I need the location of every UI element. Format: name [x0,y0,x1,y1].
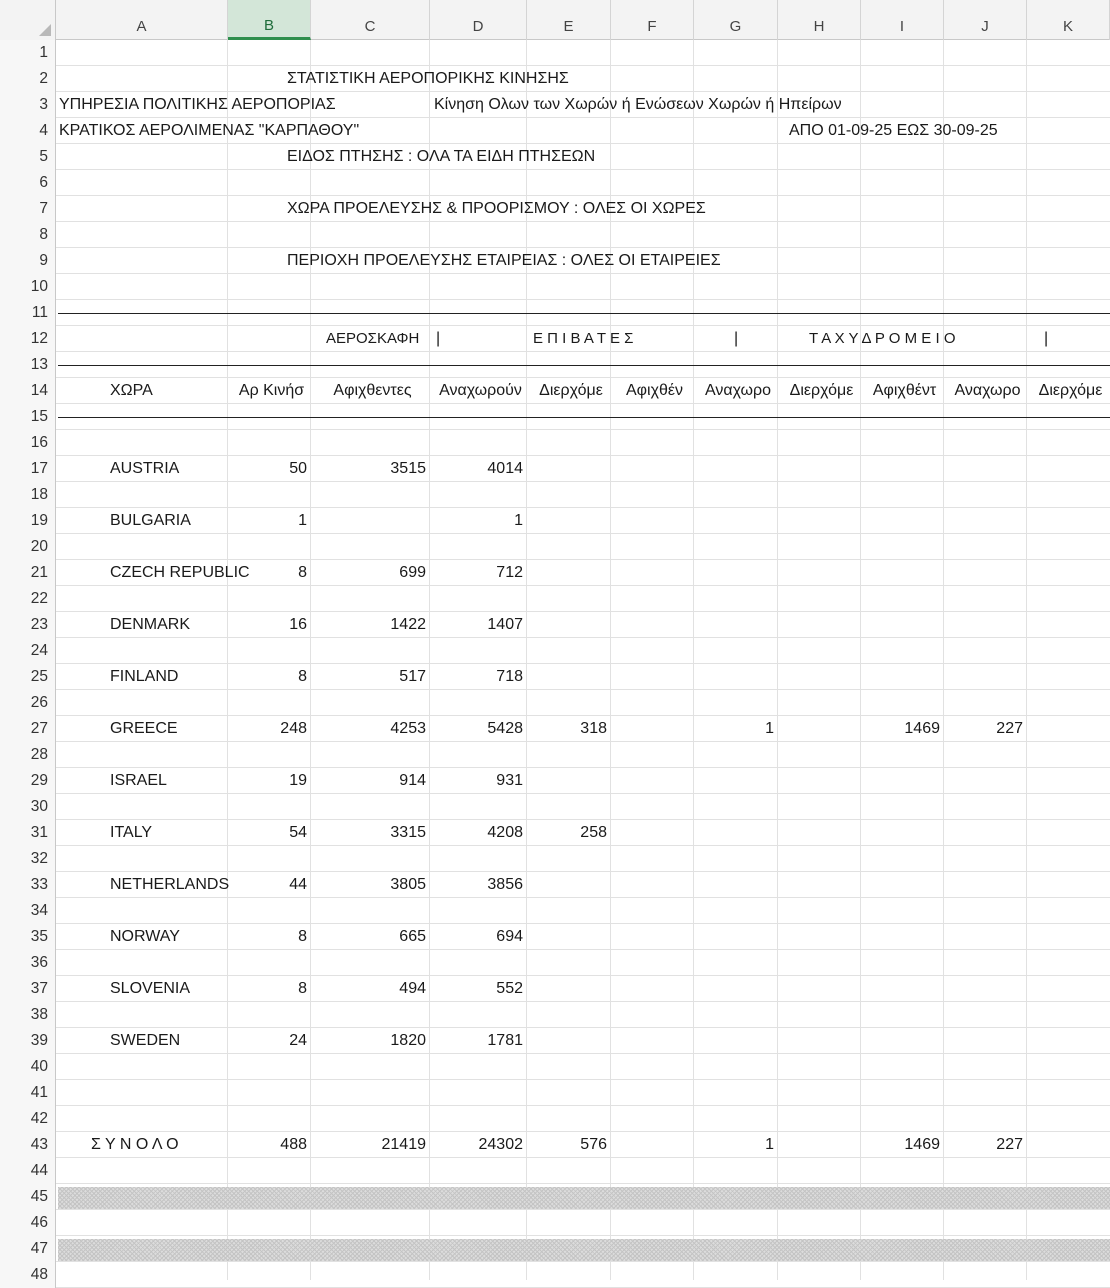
column-header-e[interactable]: E [527,0,611,40]
row-header[interactable]: 12 [0,326,56,352]
row-header[interactable]: 11 [0,300,56,326]
column-title[interactable]: Διερχόμε [789,382,854,399]
country-cell[interactable]: FINLAND [110,668,179,685]
row-header[interactable]: 7 [0,196,56,222]
column-title[interactable]: Αναχωρο [954,382,1021,399]
column-gridline [310,40,311,1280]
section-separator: | [1044,330,1049,347]
row-gridline [56,1209,1110,1210]
number-cell[interactable]: 24302 [478,1136,523,1153]
row-header[interactable]: 36 [0,950,56,976]
country-cell[interactable]: NETHERLANDS [110,876,230,893]
row-header[interactable]: 13 [0,352,56,378]
number-cell[interactable]: 1 [765,720,774,737]
number-cell[interactable]: 931 [496,772,523,789]
row-header[interactable]: 16 [0,430,56,456]
number-cell[interactable]: 16 [289,616,307,633]
section-aircraft[interactable]: ΑΕΡΟΣΚΑΦΗ [326,330,420,347]
row-header[interactable]: 1 [0,40,56,66]
section-separator: | [436,330,441,347]
column-gridline [526,40,527,1280]
companies-cell[interactable]: ΠΕΡΙΟΧΗ ΠΡΟΕΛΕΥΣΗΣ ΕΤΑΙΡΕΙΑΣ : ΟΛΕΣ ΟΙ ΕΤΑΙΡΕΙΕΣ [287,252,721,269]
number-cell[interactable]: 8 [298,564,307,581]
row-gridline [56,429,1110,430]
number-cell[interactable]: 50 [289,460,307,477]
number-cell[interactable]: 665 [399,928,426,945]
period-cell[interactable]: ΑΠΟ 01-09-25 ΕΩΣ 30-09-25 [789,122,998,139]
number-cell[interactable]: 24 [289,1032,307,1049]
row-header[interactable]: 31 [0,820,56,846]
number-cell[interactable]: 4253 [390,720,426,737]
row-header[interactable]: 6 [0,170,56,196]
column-header-d[interactable]: D [430,0,527,40]
number-cell[interactable]: 3856 [487,876,523,893]
country-cell[interactable]: BULGARIA [110,512,191,529]
row-header[interactable]: 17 [0,456,56,482]
country-cell[interactable]: SWEDEN [110,1032,181,1049]
number-cell[interactable]: 494 [399,980,426,997]
movement-cell[interactable]: Κίνηση Ολων των Χωρών ή Ενώσεων Χωρών ή Ηπείρων [434,96,842,113]
column-gridline [1026,40,1027,1280]
row-gridline [56,65,1110,66]
column-gridline [693,40,694,1280]
column-header-h[interactable]: H [778,0,861,40]
row-gridline [56,1183,1110,1184]
row-header[interactable]: 23 [0,612,56,638]
country-cell[interactable]: DENMARK [110,616,191,633]
number-cell[interactable]: 4014 [487,460,523,477]
airport-cell[interactable]: ΚΡΑΤΙΚΟΣ ΑΕΡΟΛΙΜΕΝΑΣ "ΚΑΡΠΑΘΟΥ" [59,122,360,139]
number-cell[interactable]: 44 [289,876,307,893]
column-title[interactable]: ΧΩΡΑ [110,382,153,399]
number-cell[interactable]: 552 [496,980,523,997]
country-cell[interactable]: NORWAY [110,928,180,945]
row-header[interactable]: 3 [0,92,56,118]
total-label[interactable]: Σ Υ Ν Ο Λ Ο [91,1136,179,1153]
column-gridline [943,40,944,1280]
number-cell[interactable]: 699 [399,564,426,581]
row-header[interactable]: 24 [0,638,56,664]
country-cell[interactable]: AUSTRIA [110,460,180,477]
number-cell[interactable]: 318 [580,720,607,737]
column-header-c[interactable]: C [311,0,430,40]
number-cell[interactable]: 694 [496,928,523,945]
row-header[interactable]: 22 [0,586,56,612]
number-cell[interactable]: 914 [399,772,426,789]
number-cell[interactable]: 8 [298,668,307,685]
number-cell[interactable]: 517 [399,668,426,685]
row-header[interactable]: 5 [0,144,56,170]
number-cell[interactable]: 54 [289,824,307,841]
number-cell[interactable]: 1 [765,1136,774,1153]
row-header[interactable]: 15 [0,404,56,430]
number-cell[interactable]: 488 [280,1136,307,1153]
column-gridline [227,40,228,1280]
number-cell[interactable]: 718 [496,668,523,685]
select-all-icon [39,24,51,36]
country-cell[interactable]: ITALY [110,824,153,841]
row-header[interactable]: 34 [0,898,56,924]
row-header[interactable]: 47 [0,1236,56,1262]
row-gridline [56,1079,1110,1080]
column-gridline [429,40,430,1280]
select-all-corner[interactable] [0,0,56,40]
number-cell[interactable]: 1 [298,512,307,529]
number-cell[interactable]: 19 [289,772,307,789]
country-cell[interactable]: GREECE [110,720,178,737]
row-header[interactable]: 14 [0,378,56,404]
number-cell[interactable]: 8 [298,928,307,945]
row-header[interactable]: 48 [0,1262,56,1288]
number-cell[interactable]: 5428 [487,720,523,737]
shaded-row-45 [58,1187,1110,1209]
row-header[interactable]: 25 [0,664,56,690]
column-header-j[interactable]: J [944,0,1027,40]
agency-cell[interactable]: ΥΠΗΡΕΣΙΑ ΠΟΛΙΤΙΚΗΣ ΑΕΡΟΠΟΡΙΑΣ [59,96,336,113]
row-gridline [56,1235,1110,1236]
flight-type-cell[interactable]: ΕΙΔΟΣ ΠΤΗΣΗΣ : ΟΛΑ ΤΑ ΕΙΔΗ ΠΤΗΣΕΩΝ [287,148,596,165]
row-gridline [56,1261,1110,1262]
row-header[interactable]: 40 [0,1054,56,1080]
column-title[interactable]: Αναχωρο [704,382,772,399]
number-cell[interactable]: 1 [514,512,523,529]
column-header-i[interactable]: I [861,0,944,40]
row-header[interactable]: 32 [0,846,56,872]
number-cell[interactable]: 21419 [381,1136,426,1153]
row-header[interactable]: 37 [0,976,56,1002]
country-cell[interactable]: ISRAEL [110,772,167,789]
row-header[interactable]: 26 [0,690,56,716]
number-cell[interactable]: 1820 [390,1032,426,1049]
title-cell[interactable]: ΣΤΑΤΙΣΤΙΚΗ ΑΕΡΟΠΟΡΙΚΗΣ ΚΙΝΗΣΗΣ [287,70,569,87]
column-title[interactable]: Διερχόμε [1038,382,1103,399]
column-title[interactable]: Αρ Κινήσ [238,382,305,399]
separator-line [58,417,1110,418]
country-cell[interactable]: SLOVENIA [110,980,191,997]
number-cell[interactable]: 576 [580,1136,607,1153]
row-header[interactable]: 35 [0,924,56,950]
column-header-bar [0,0,1110,40]
row-header[interactable]: 21 [0,560,56,586]
number-cell[interactable]: 712 [496,564,523,581]
number-cell[interactable]: 1422 [390,616,426,633]
row-header[interactable]: 4 [0,118,56,144]
column-title[interactable]: Αφιχθεντες [333,382,412,399]
column-gridline [777,40,778,1280]
column-title[interactable]: Αφιχθέν [625,382,684,399]
number-cell[interactable]: 1781 [487,1032,523,1049]
row-header[interactable]: 27 [0,716,56,742]
section-passengers[interactable]: Ε Π Ι Β Α Τ Ε Σ [533,330,634,347]
row-header[interactable]: 46 [0,1210,56,1236]
column-title[interactable]: Αφιχθέντ [872,382,937,399]
row-header[interactable]: 10 [0,274,56,300]
separator-line [58,365,1110,366]
row-header[interactable]: 29 [0,768,56,794]
row-header[interactable]: 28 [0,742,56,768]
number-cell[interactable]: 3515 [390,460,426,477]
column-header-g[interactable]: G [694,0,778,40]
country-cell[interactable]: CZECH REPUBLIC [110,564,250,581]
row-header[interactable]: 8 [0,222,56,248]
number-cell[interactable]: 1469 [904,1136,940,1153]
column-header-b[interactable]: B [228,0,311,40]
column-title[interactable]: Διερχόμε [539,382,603,399]
row-header[interactable]: 19 [0,508,56,534]
column-header-a[interactable]: A [56,0,228,40]
row-header[interactable]: 20 [0,534,56,560]
section-mail[interactable]: Τ Α Χ Υ Δ Ρ Ο Μ Ε Ι Ο [809,330,956,347]
row-header[interactable]: 38 [0,1002,56,1028]
number-cell[interactable]: 227 [996,1136,1023,1153]
separator-line [58,313,1110,314]
number-cell[interactable]: 227 [996,720,1023,737]
column-header-k[interactable]: K [1027,0,1110,40]
row-header[interactable]: 41 [0,1080,56,1106]
row-header[interactable]: 2 [0,66,56,92]
number-cell[interactable]: 1407 [487,616,523,633]
row-gridline [56,299,1110,300]
row-header[interactable]: 39 [0,1028,56,1054]
column-gridline [610,40,611,1280]
number-cell[interactable]: 4208 [487,824,523,841]
number-cell[interactable]: 258 [580,824,607,841]
number-cell[interactable]: 3315 [390,824,426,841]
row-header[interactable]: 33 [0,872,56,898]
row-gridline [56,1105,1110,1106]
column-gridline [860,40,861,1280]
row-header[interactable]: 9 [0,248,56,274]
row-header[interactable]: 45 [0,1184,56,1210]
number-cell[interactable]: 248 [280,720,307,737]
number-cell[interactable]: 3805 [390,876,426,893]
number-cell[interactable]: 1469 [904,720,940,737]
number-cell[interactable]: 8 [298,980,307,997]
row-header[interactable]: 44 [0,1158,56,1184]
section-separator: | [734,330,739,347]
row-header[interactable]: 42 [0,1106,56,1132]
column-title[interactable]: Αναχωρούν [439,382,522,399]
row-header[interactable]: 18 [0,482,56,508]
column-header-f[interactable]: F [611,0,694,40]
row-header[interactable]: 30 [0,794,56,820]
row-header[interactable]: 43 [0,1132,56,1158]
shaded-row-47 [58,1239,1110,1261]
countries-cell[interactable]: ΧΩΡΑ ΠΡΟΕΛΕΥΣΗΣ & ΠΡΟΟΡΙΣΜΟΥ : ΟΛΕΣ ΟΙ ΧΩΡΕΣ [287,200,706,217]
